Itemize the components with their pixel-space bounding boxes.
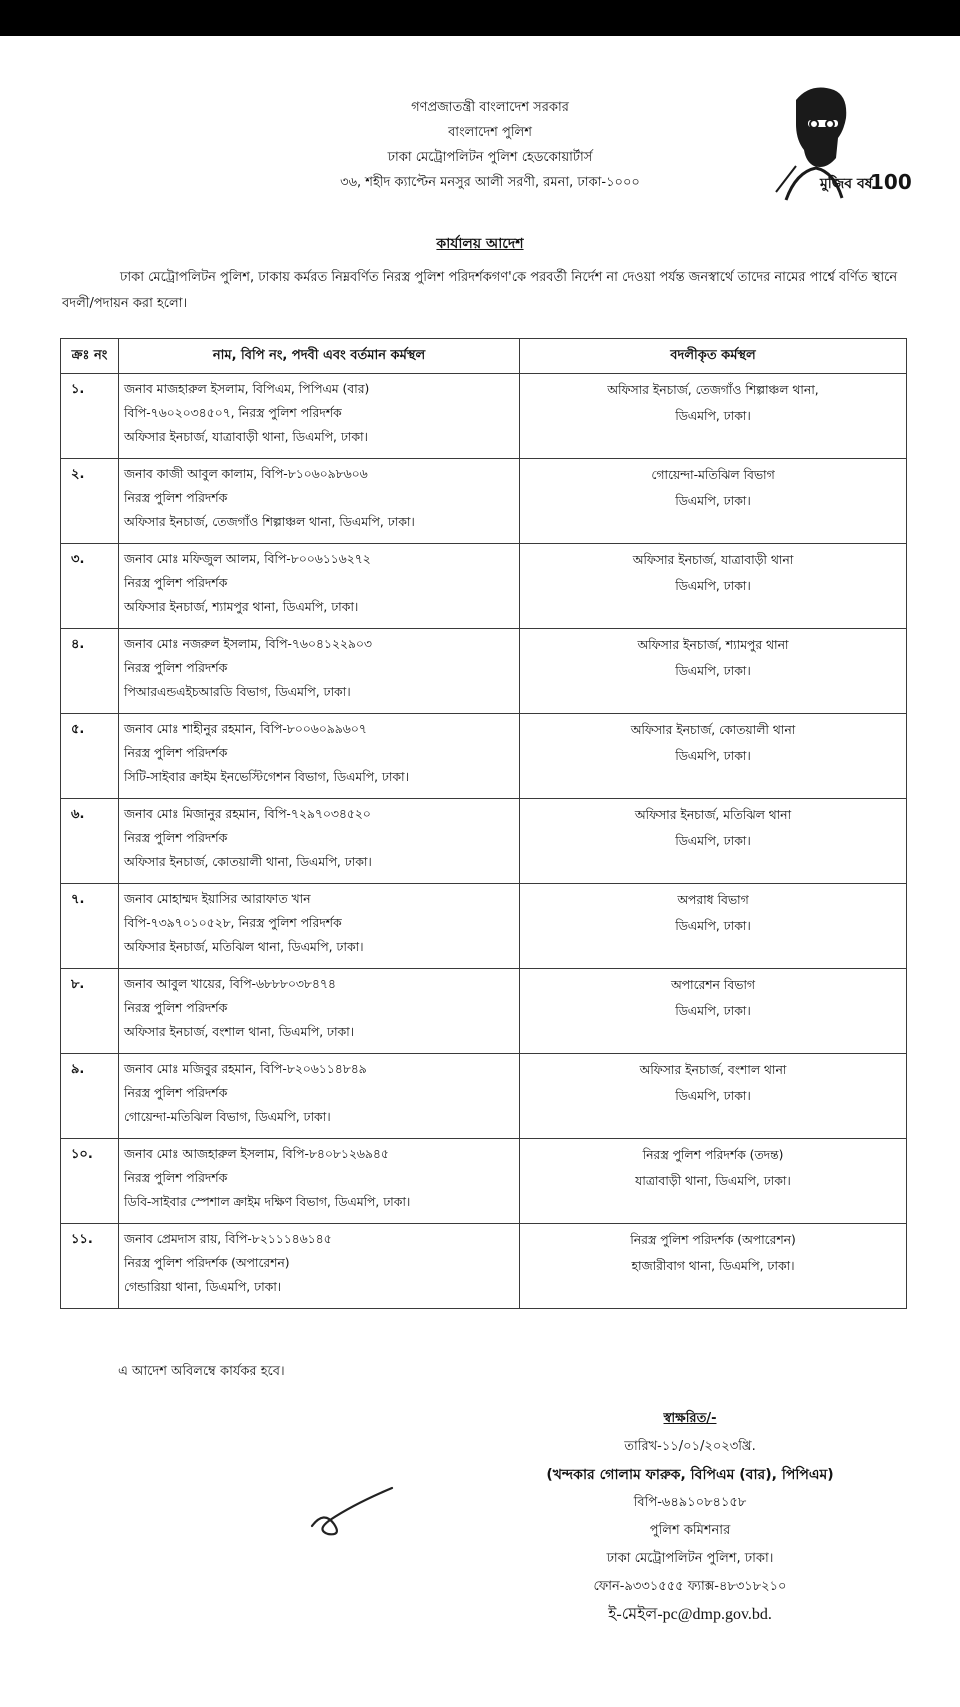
signatory-phone: ফোন-৯৩৩১৫৫৫ ফ্যাক্স-৪৮৩১৮২১০ (593, 1579, 787, 1594)
serial-cell: ৬. (61, 799, 119, 884)
name-cell: জনাব মোঃ মফিজুল আলম, বিপি-৮০০৬১১৬২৭২ নিরস্ত্র পুলিশ পরিদর্শক অফিসার ইনচার্জ, শ্যামপুর থানা, ডিএমপি, ঢাকা। (119, 544, 520, 629)
top-black-bar (0, 0, 960, 36)
serial-cell: ৯. (61, 1054, 119, 1139)
table-row (61, 1224, 907, 1309)
serial-cell: ৫. (61, 714, 119, 799)
closing-statement: এ আদেশ অবিলম্বে কার্যকর হবে। (118, 1364, 285, 1379)
name-cell: জনাব মোঃ মিজানুর রহমান, বিপি-৭২৯৭০৩৪৫২০ নিরস্ত্র পুলিশ পরিদর্শক অফিসার ইনচার্জ, কোতয়ালী থানা, ডিএমপি, ঢাকা। (119, 799, 520, 884)
name-cell: জনাব মাজহারুল ইসলাম, বিপিএম, পিপিএম (বার) বিপি-৭৬০২০৩৪৫০৭, নিরস্ত্র পুলিশ পরিদর্শক অফিসার ইনচার্জ, যাত্রাবাড়ী থানা, ডিএমপি, ঢাকা। (119, 374, 520, 459)
header-serial: ক্রঃ নং (61, 339, 119, 374)
name-cell: জনাব মোঃ আজহারুল ইসলাম, বিপি-৮৪০৮১২৬৯৪৫ নিরস্ত্র পুলিশ পরিদর্শক ডিবি-সাইবার স্পেশাল ক্রাইম দক্ষিণ বিভাগ, ডিএমপি, ঢাকা। (119, 1139, 520, 1224)
serial-cell: ১০. (61, 1139, 119, 1224)
table-row (61, 1139, 907, 1224)
signatory-designation: পুলিশ কমিশনার (649, 1523, 731, 1538)
serial-cell: ২. (61, 459, 119, 544)
table-row (61, 714, 907, 799)
signatory-bp: বিপি-৬৪৯১০৮৪১৫৮ (633, 1495, 747, 1510)
intro-paragraph: ঢাকা মেট্রোপলিটন পুলিশ, ঢাকায় কর্মরত নিম্নবর্ণিত নিরস্ত্র পুলিশ পরিদর্শকগণ'কে পরবর্তী নির্দেশ না দেওয়া পর্যন্ত জনস্বার্থে তাদের নামের পার্শ্বে বর্ণিত স্থানে বদলী/পদায়ন করা হলো। (62, 270, 898, 311)
signed-label: স্বাক্ষরিত/- (663, 1411, 717, 1426)
order-date: তারিখ-১১/০১/২০২৩খ্রি. (624, 1439, 756, 1454)
emblem-caption: মুজিব বর্ষ (820, 176, 873, 192)
emblem-100-mark: 100 (870, 170, 912, 194)
signature-scribble-icon (300, 1480, 400, 1540)
table-header-row (61, 339, 907, 374)
posting-cell: নিরস্ত্র পুলিশ পরিদর্শক (তদন্ত) যাত্রাবাড়ী থানা, ডিএমপি, ঢাকা। (520, 1139, 907, 1224)
table-row (61, 969, 907, 1054)
table-row (61, 374, 907, 459)
name-cell: জনাব আবুল খায়ের, বিপি-৬৮৮৮০৩৮৪৭৪ নিরস্ত্র পুলিশ পরিদর্শক অফিসার ইনচার্জ, বংশাল থানা, ডিএমপি, ঢাকা। (119, 969, 520, 1054)
table-row (61, 884, 907, 969)
name-cell: জনাব মোঃ নজরুল ইসলাম, বিপি-৭৬০৪১২২৯০৩ নিরস্ত্র পুলিশ পরিদর্শক পিআরএন্ডএইচআরডি বিভাগ, ডিএমপি, ঢাকা। (119, 629, 520, 714)
serial-cell: ৮. (61, 969, 119, 1054)
signatory-name: (খন্দকার গোলাম ফারুক, বিপিএম (বার), পিপিএম) (546, 1467, 834, 1483)
header-line-government: গণপ্রজাতন্ত্রী বাংলাদেশ সরকার (411, 100, 569, 115)
table-row (61, 459, 907, 544)
header-line-dmp: ঢাকা মেট্রোপলিটন পুলিশ হেডকোয়ার্টার্স (387, 150, 593, 165)
posting-cell: অফিসার ইনচার্জ, মতিঝিল থানা ডিএমপি, ঢাকা। (520, 799, 907, 884)
posting-cell: গোয়েন্দা-মতিঝিল বিভাগ ডিএমপি, ঢাকা। (520, 459, 907, 544)
serial-cell: ৪. (61, 629, 119, 714)
serial-cell: ৭. (61, 884, 119, 969)
table-row (61, 1054, 907, 1139)
posting-cell: অপরাধ বিভাগ ডিএমপি, ঢাকা। (520, 884, 907, 969)
signature-block (430, 1405, 950, 1629)
signatory-office: ঢাকা মেট্রোপলিটন পুলিশ, ঢাকা। (606, 1551, 774, 1566)
name-cell: জনাব মোঃ মজিবুর রহমান, বিপি-৮২০৬১১৪৮৪৯ নিরস্ত্র পুলিশ পরিদর্শক গোয়েন্দা-মতিঝিল বিভাগ, ডিএমপি, ঢাকা। (119, 1054, 520, 1139)
posting-cell: অফিসার ইনচার্জ, বংশাল থানা ডিএমপি, ঢাকা। (520, 1054, 907, 1139)
posting-cell: অফিসার ইনচার্জ, তেজগাঁও শিল্পাঞ্চল থানা, ডিএমপি, ঢাকা। (520, 374, 907, 459)
name-cell: জনাব কাজী আবুল কালাম, বিপি-৮১০৬০৯৮৬০৬ নিরস্ত্র পুলিশ পরিদর্শক অফিসার ইনচার্জ, তেজগাঁও শিল্পাঞ্চল থানা, ডিএমপি, ঢাকা। (119, 459, 520, 544)
serial-cell: ১. (61, 374, 119, 459)
posting-cell: অফিসার ইনচার্জ, কোতয়ালী থানা ডিএমপি, ঢাকা। (520, 714, 907, 799)
transfer-table (60, 338, 907, 1309)
posting-cell: অফিসার ইনচার্জ, শ্যামপুর থানা ডিএমপি, ঢাকা। (520, 629, 907, 714)
header-line-address: ৩৬, শহীদ ক্যাপ্টেন মনসুর আলী সরণী, রমনা, ঢাকা-১০০০ (340, 175, 640, 190)
name-cell: জনাব মোহাম্মদ ইয়াসির আরাফাত খান বিপি-৭৩৯৭০১০৫২৮, নিরস্ত্র পুলিশ পরিদর্শক অফিসার ইনচার্জ, মতিঝিল থানা, ডিএমপি, ঢাকা। (119, 884, 520, 969)
header-posting: বদলীকৃত কর্মস্থল (520, 339, 907, 374)
header-line-police: বাংলাদেশ পুলিশ (448, 125, 532, 140)
posting-cell: অফিসার ইনচার্জ, যাত্রাবাড়ী থানা ডিএমপি, ঢাকা। (520, 544, 907, 629)
name-cell: জনাব প্রেমদাস রায়, বিপি-৮২১১১৪৬১৪৫ নিরস্ত্র পুলিশ পরিদর্শক (অপারেশন) গেন্ডারিয়া থানা, ডিএমপি, ঢাকা। (119, 1224, 520, 1309)
signatory-email: ই-মেইল-pc@dmp.gov.bd. (608, 1606, 772, 1623)
table-row (61, 799, 907, 884)
table-row (61, 629, 907, 714)
posting-cell: অপারেশন বিভাগ ডিএমপি, ঢাকা। (520, 969, 907, 1054)
table-row (61, 544, 907, 629)
posting-cell: নিরস্ত্র পুলিশ পরিদর্শক (অপারেশন) হাজারীবাগ থানা, ডিএমপি, ঢাকা। (520, 1224, 907, 1309)
order-title: কার্যালয় আদেশ (436, 236, 524, 252)
header-name: নাম, বিপি নং, পদবী এবং বর্তমান কর্মস্থল (119, 339, 520, 374)
serial-cell: ৩. (61, 544, 119, 629)
serial-cell: ১১. (61, 1224, 119, 1309)
name-cell: জনাব মোঃ শাহীনুর রহমান, বিপি-৮০০৬০৯৯৬০৭ নিরস্ত্র পুলিশ পরিদর্শক সিটি-সাইবার ক্রাইম ইনভেস্টিগেশন বিভাগ, ডিএমপি, ঢাকা। (119, 714, 520, 799)
